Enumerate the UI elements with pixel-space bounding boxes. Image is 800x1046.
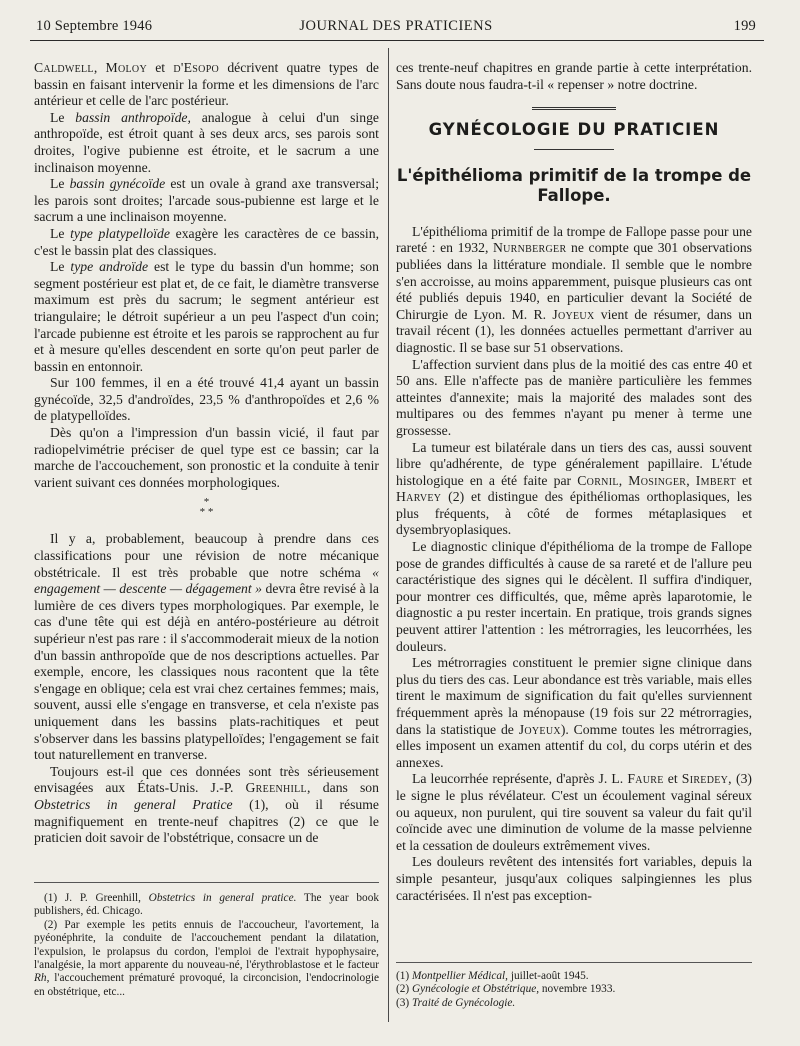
header-rule xyxy=(30,40,764,41)
paragraph: Sur 100 femmes, il en a été trouvé 41,4 ayant un bassin gynécoïde, 32,5 d'androïdes, 23,5 % d'anthropoïdes et 2,6 % de platypelloïdes. xyxy=(34,375,379,424)
paragraph xyxy=(34,764,379,847)
author-name: Caldwell xyxy=(34,60,94,75)
author-name: d'Esopo xyxy=(173,60,220,75)
footnote-rule xyxy=(396,962,752,963)
author-name: Harvey xyxy=(396,489,442,505)
paragraph-text: devra être revisé à la lumière de ces divers types morphologiques. Par exemple, le cas d'une tête qui est déjà en antéro-postérieure au détroit supérieur n'est pas rare : il s'accommoderait mieux de la notion d'un bassin anthropoïde que de nos descriptions actuelles. Par exemple, encore, les classiques nous racontent que la tête s'engage en oblique; cela est vrai chez certaines femmes; mais, souvent, aussi elle s'engage en transverse, et cela n'existe pas uniquement dans les bassins plats-rachitiques et peut s'observer dans les bassins platypelloïdes; l'engagement se fait tout naturellement en tranverse. xyxy=(34,581,379,763)
author-name: Cornil xyxy=(577,472,619,488)
paragraph: Le diagnostic clinique d'épithélioma de la trompe de Fallope pose de grandes difficultés à cause de sa rareté et de l'allure peu caractéristique des signes qui le décèlent. Il suffira d'indiquer, pour montrer ces difficultés, que, même après laparotomie, le diagnostic a pu rester incertain. En pratique, trois grands signes peuvent attirer l'attention : les métrorragies, les leucorrhées, les douleurs. xyxy=(396,539,752,654)
paragraph-text: analogue à celui d'un singe anthropoïde, est étroit quant à ses deux arcs, ses parois sont droites, l'ogive pubienne est étroite, et le sacrum a une inclinaison moyenne. xyxy=(34,109,379,175)
paragraph-text: Les métrorragies constituent le premier signe clinique dans plus du tiers des cas. Leur abondance est très variable, mais elles tirent le maximum de signification du fait qu'elles surviennent fréquemment après la ménopause (19 fois sur 22 métrorragies, dans la statistique de xyxy=(396,655,752,737)
running-header xyxy=(36,14,756,40)
author-name: Joyeux xyxy=(518,721,561,737)
author-name: Moloy xyxy=(105,60,147,75)
paragraph-text: Il y a, probablement, beaucoup à prendre dans ces classifications pour une révision de notre mécanique obstétricale. Il est très probable que notre schéma xyxy=(34,531,379,580)
paragraph xyxy=(396,771,752,854)
author-name: Faure xyxy=(627,771,664,787)
journal-title: Gynécologie et Obstétrique, xyxy=(412,983,540,996)
journal-title: Montpellier Médical, xyxy=(412,970,508,982)
paragraph xyxy=(396,655,752,771)
paragraph: Caldwell, Moloy et d'Esopo décrivent quatre types de bassin en faisant intervenir la forme et les dimensions de l'arc antérieur et celle de l'arc postérieur. xyxy=(34,60,379,109)
author-name: Imbert xyxy=(695,472,736,488)
footnote xyxy=(396,970,752,983)
right-footnotes xyxy=(396,970,752,1010)
paragraph-text: décrivent quatre types de bassin en faisant intervenir la forme et les dimensions de l'arc antérieur et celle de l'arc postérieur. xyxy=(34,60,379,109)
footnote xyxy=(396,983,752,996)
header-date: 10 Septembre 1946 xyxy=(36,18,153,34)
left-footnotes xyxy=(34,892,379,999)
term: bassin anthropoïde, xyxy=(75,109,191,125)
section-title: GYNÉCOLOGIE DU PRATICIEN xyxy=(428,120,720,140)
term: type androïde xyxy=(70,259,149,275)
paragraph-text: (2) et distingue des épithéliomas orthoplasiques, les plus fréquents, à côté de formes métaplasiques et dysembryoplasiques. xyxy=(396,489,752,538)
term: bassin gynécoïde xyxy=(69,176,166,192)
paragraph-text: vient de résumer, dans un travail récent (1), les données actuelles permettant d'arriver au diagnostic. Il se base sur 51 observations. xyxy=(396,306,752,355)
paragraph: Les douleurs revêtent des intensités fort variables, depuis la simple pesanteur, jusqu'aux coliques salpingiennes les plus caractérisées. Il n'est pas exception- xyxy=(396,854,752,903)
paragraph: La tumeur est bilatérale dans un tiers des cas, aussi souvent libre qu'adhérente, de type généralement papillaire. L'étude histologique en a été faite par Cornil, Mosinger, Imbert et Harvey (2) et distingue des épithéliomas orthoplasiques, les plus fréquents, à côté de formes métaplasiques et dysembryoplasiques. xyxy=(396,439,752,538)
schema-quote: « engagement — descente — dégagement » xyxy=(34,564,379,597)
author-name: Joyeux xyxy=(552,306,595,322)
footnote-text: (2) Par exemple les petits ennuis de l'accoucheur, l'avortement, la pyéonéphrite, la conduite de l'accouchement pendant la dilatation, l'expulsion, le prolapsus du cordon, l'emploi de l'extrait hypophysaire, l'analgésie, la mort apparente du nouveau-né, l'érythroblastose et le facteur xyxy=(34,918,379,972)
footnote-text: juillet-août 1945. xyxy=(508,970,589,982)
paragraph-text: est le type du bassin d'un homme; son segment postérieur est plat et, de ce fait, le diamètre transverse maximum est près du sacrum; le segment antérieur est triangulaire; le détroit supérieur a un peu l'aspect d'un coin; l'arcade pubienne est étroite et les parois se rapprochent au fur et à mesure qu'elles descendent en sorte qu'on peut parler de bassin en entonnoir. xyxy=(34,259,379,374)
footnote-rule xyxy=(34,882,379,883)
book-title: Traité de Gynécologie. xyxy=(412,996,516,1009)
author-name: Nurnberger xyxy=(492,240,567,256)
paragraph: Le bassin gynécoïde est un ovale à grand axe transversal; les parois sont droites; l'arcade sous-pubienne est large et le sacrum a une inclinaison moyenne. xyxy=(34,176,380,225)
book-title: Obstetrics in general Pratice xyxy=(34,796,233,812)
article-title: L'épithélioma primitif de la trompe de Fallope. xyxy=(396,165,752,205)
paragraph-text: L'épithélioma primitif de la trompe de Fallope passe pour une rareté : en 1932, xyxy=(396,223,752,256)
paragraph-text: et xyxy=(663,771,682,787)
paragraph-text: (1), où il résume magnifiquement en trente-neuf chapitres (2) ce que le praticien doit savoir de l'obstétrique, consacre un de xyxy=(34,796,380,846)
footnote-text: (1) J. P. Greenhill, xyxy=(44,892,149,904)
footnote-text: novembre 1933. xyxy=(539,983,616,996)
paragraph-text: Toujours est-il que ces données sont très sérieusement envisagées aux États-Unis. J.-P. xyxy=(34,763,379,796)
page-number: 199 xyxy=(733,18,756,34)
author-name: Siredey, xyxy=(681,771,732,787)
term: Rh xyxy=(34,972,47,985)
paragraph: Le bassin anthropoïde, analogue à celui d'un singe anthropoïde, est étroit quant à ses deux arcs, ses parois sont droites, l'ogive pubienne est étroite, et le sacrum a une inclinaison moyenne. xyxy=(34,109,379,175)
footnote xyxy=(34,919,379,999)
paragraph-text: ). Comme toutes les métrorragies, elles imposent un examen attentif du col, du corps utérin et des annexes. xyxy=(396,721,752,770)
paragraph-text: La leucorrhée représente, d'après J. L. xyxy=(412,771,628,787)
paragraph-text: dans son xyxy=(310,780,379,796)
paragraph: L'affection survient dans plus de la moitié des cas entre 40 et 50 ans. Elle n'affecte pas de manière particulière les femmes atteintes d'annexite; mais la majorité des malades sont des multipares ou des femmes n'ayant pu mener à terme une grossesse. xyxy=(396,356,752,438)
asterisk: * xyxy=(203,496,210,509)
header-journal-title: JOURNAL DES PRATICIENS xyxy=(299,18,493,34)
footnote-text: The year book publishers, éd. Chicago. xyxy=(34,892,379,918)
footnote-text: (3) xyxy=(396,996,412,1009)
paragraph: Le type androïde est le type du bassin d'un homme; son segment postérieur est plat et, de ce fait, le diamètre transverse maximum est près du sacrum; le segment antérieur est triangulaire; le détroit supérieur a un peu l'aspect d'un coin; l'arcade pubienne est étroite et les parois se rapprochent au fur et à mesure qu'elles descendent en sorte qu'on peut parler de bassin en entonnoir. xyxy=(34,259,379,374)
footnote xyxy=(396,997,752,1010)
footnote-text: , l'accouchement prématuré provoqué, la circoncision, l'endocrinologie en obstétrique, etc... xyxy=(34,972,379,998)
paragraph-text: La tumeur est bilatérale dans un tiers des cas, aussi souvent libre qu'adhérente, de type généralement papillaire. L'étude histologique en a été faite par xyxy=(396,439,752,488)
author-name: Greenhill, xyxy=(245,780,311,796)
footnote-text: (1) xyxy=(396,970,412,982)
paragraph xyxy=(34,531,379,763)
paragraph xyxy=(396,224,752,357)
paragraph-text: ne compte que 301 observations publiées dans la littérature mondiale. Il semble que le nombre s'en accroisse, au moins apparemment, puisque plusieurs cas ont été publiés depuis 1940, en particulier devant la Société de Chirurgie de Lyon. M. R. xyxy=(396,240,752,322)
left-column xyxy=(34,60,379,847)
paragraph-text: (3) le signe le plus révélateur. C'est un écoulement vaginal séreux ou aqueux, non purulent, qui tire souvent sa valeur du fait qu'il coïncide avec une diminution de volume de la masse pelvienne et la cessation de douleurs extrêmement vives. xyxy=(396,771,752,853)
paragraph-text: exagère les caractères de ce bassin, c'est le bassin plat des classiques. xyxy=(34,225,379,258)
column-divider xyxy=(388,48,389,1022)
book-title: Obstetrics in general pratice. xyxy=(148,892,297,904)
footnote xyxy=(34,892,379,919)
author-name: Mosinger xyxy=(628,472,687,488)
paragraph: Dès qu'on a l'impression d'un bassin vicié, il faut par radiopelvimétrie préciser de quel type est ce bassin; car la marche de l'accouchement, son pronostic et la conduite à tenir varient suivant ces données morphologiques. xyxy=(34,425,379,490)
term: type platypelloïde xyxy=(70,225,170,241)
paragraph: ces trente-neuf chapitres en grande partie à cette interprétation. Sans doute nous faudra-t-il « repenser » notre doctrine. xyxy=(396,60,752,92)
paragraph: Le type platypelloïde exagère les caractères de ce bassin, c'est le bassin plat des classiques. xyxy=(34,225,379,258)
right-column xyxy=(396,60,752,904)
paragraph-text: est un ovale à grand axe transversal; les parois sont droites; l'arcade sous-pubienne est large et le sacrum a une inclinaison moyenne. xyxy=(34,176,380,225)
asterisk: * * xyxy=(199,506,214,519)
footnote-text: (2) xyxy=(396,983,412,996)
section-break-asterisks xyxy=(34,497,379,517)
